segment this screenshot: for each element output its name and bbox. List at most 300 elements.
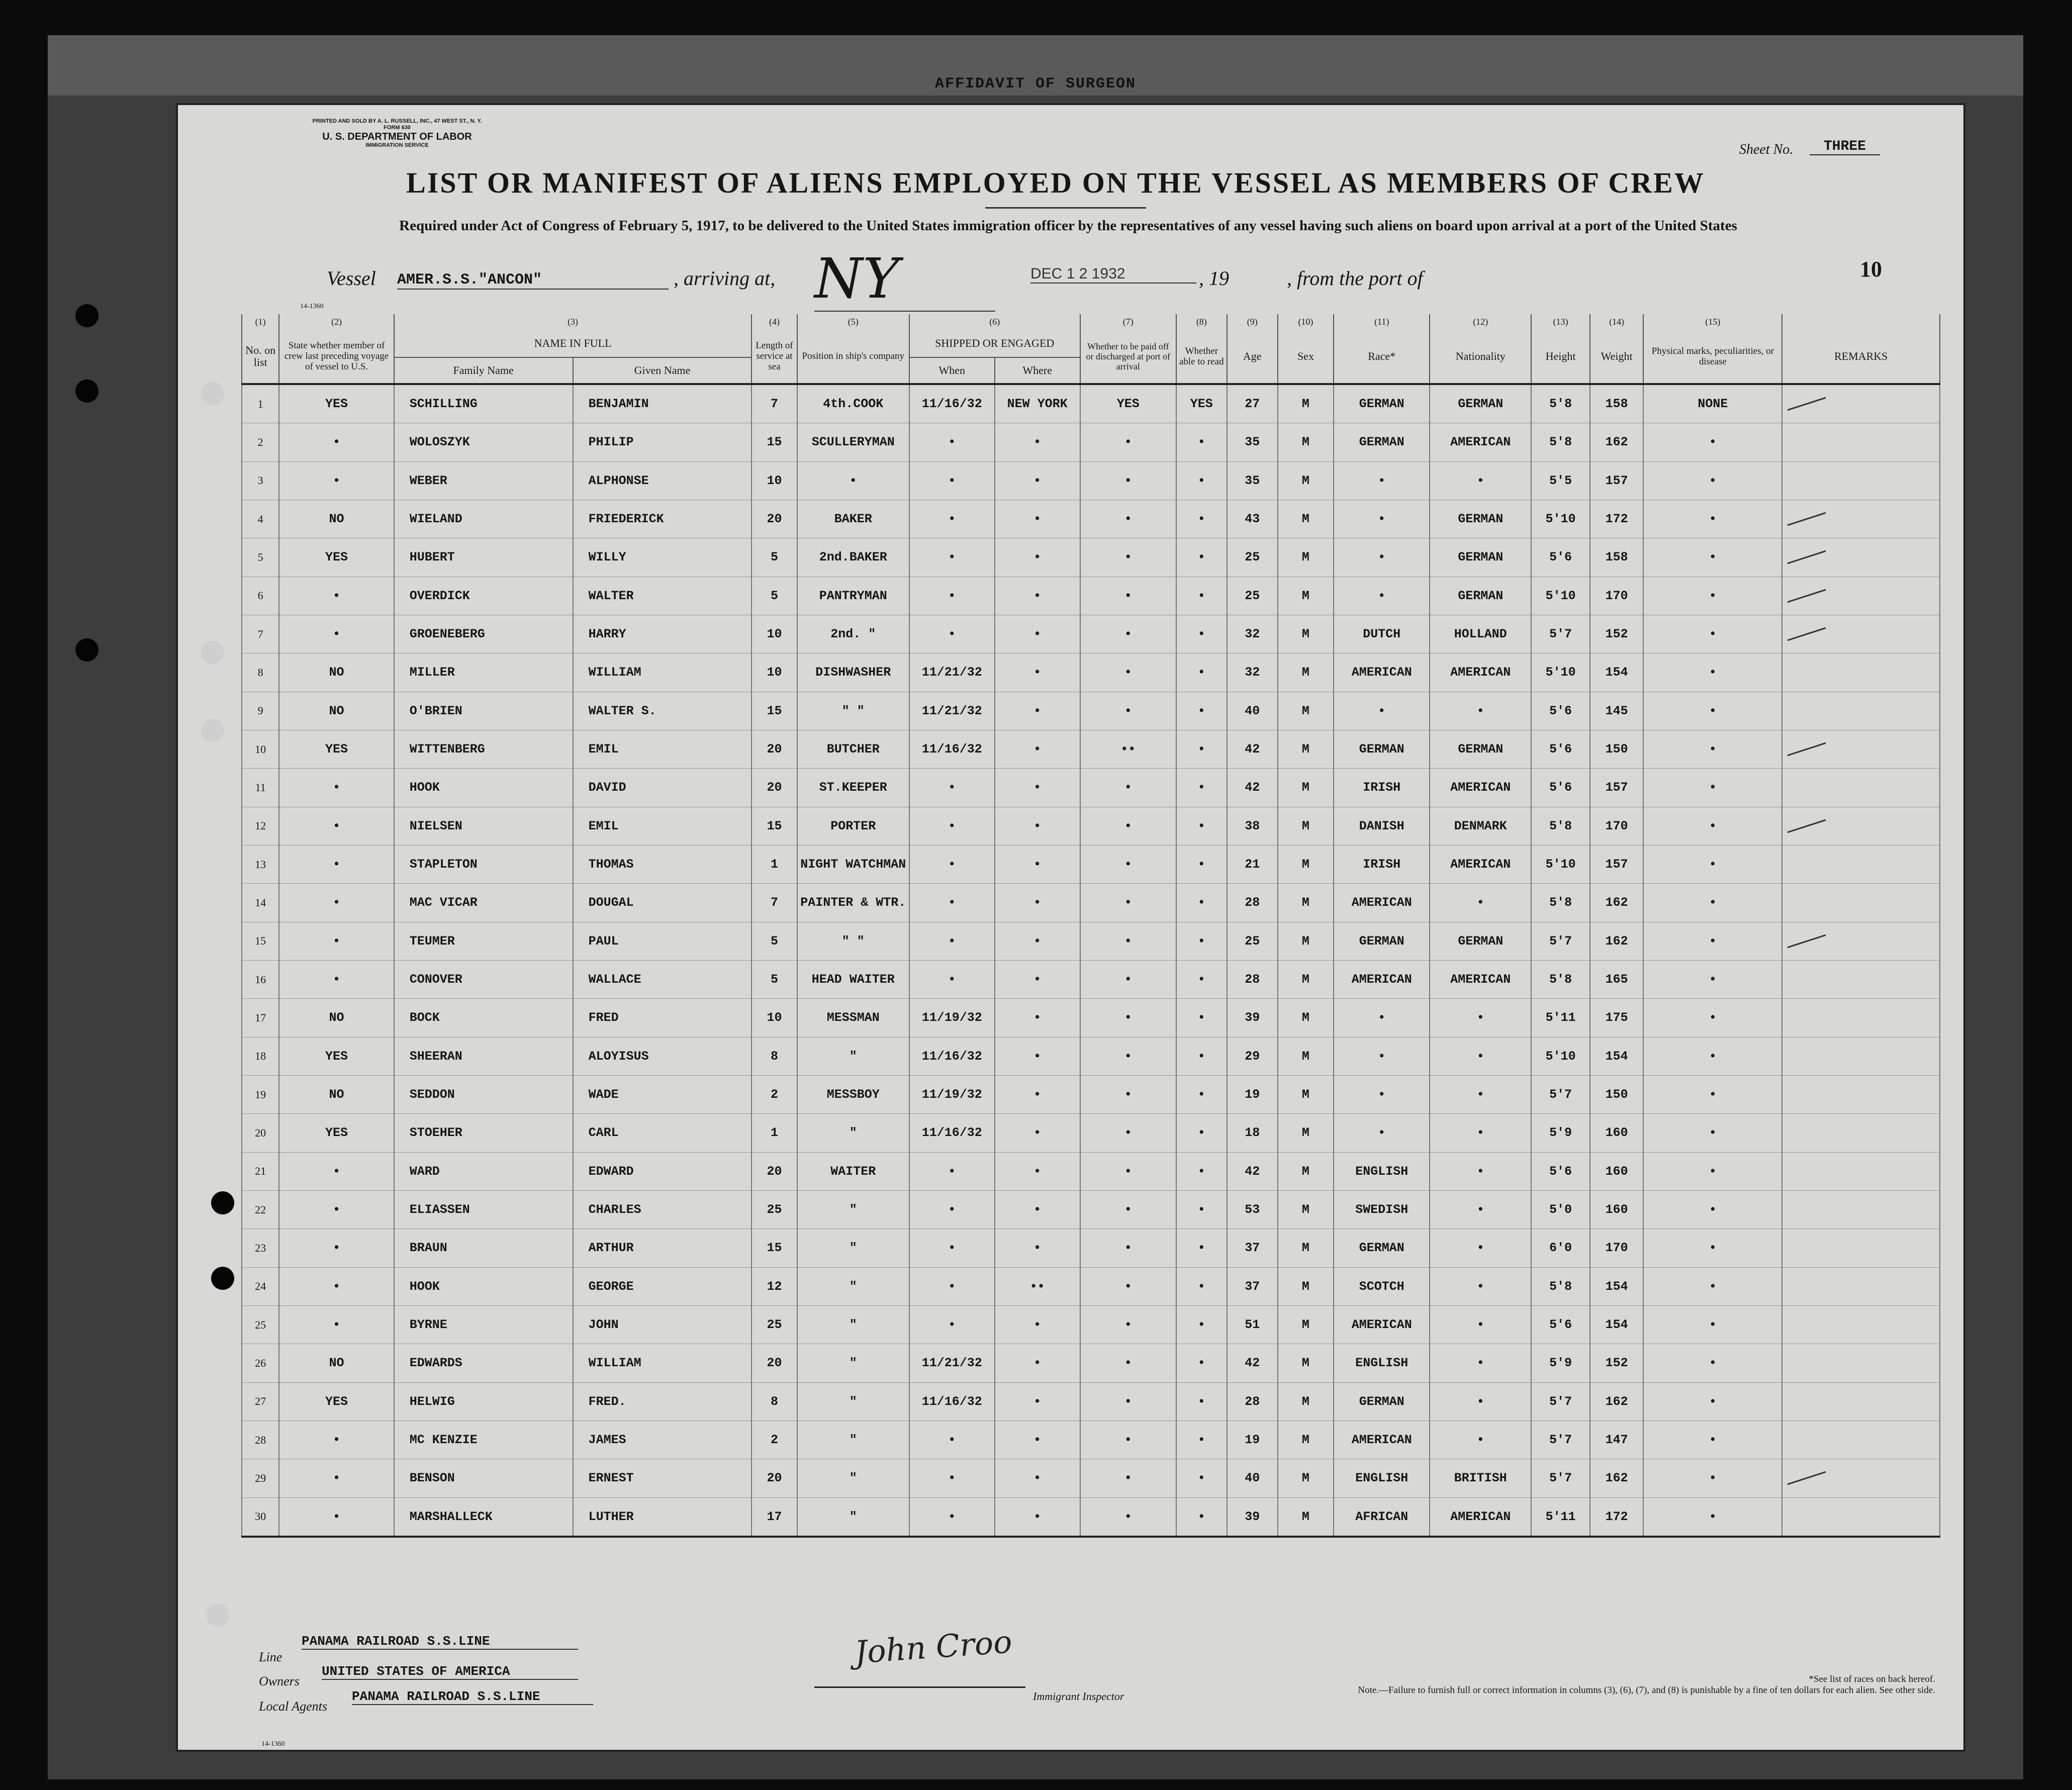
cell-remarks [1782,538,1940,577]
cell-no: 2 [242,423,279,461]
cell-weight: 158 [1590,384,1643,423]
cell-paid-off: •• [1080,730,1176,768]
cell-length-of-service: 15 [751,1229,797,1267]
cell-paid-off: • [1080,1190,1176,1229]
table-row [242,538,1940,577]
cell-remarks [1782,922,1940,960]
cell-physical-marks: • [1643,999,1782,1037]
cell-paid-off: • [1080,423,1176,461]
cell-weight: 157 [1590,845,1643,883]
cell-when: • [909,960,995,998]
cell-race: ENGLISH [1334,1344,1430,1382]
cell-age: 29 [1227,1037,1278,1075]
cell-weight: 160 [1590,1152,1643,1190]
header-paid-off: Whether to be paid off or discharged at port of arrival [1080,329,1176,384]
cell-family-name: BRAUN [394,1229,573,1267]
cell-when: • [909,1459,995,1497]
cell-position: BUTCHER [797,730,909,768]
cell-previous-voyage: • [279,1497,394,1537]
header-height: Height [1531,329,1590,384]
cell-where: • [995,922,1080,960]
cell-family-name: ELIASSEN [394,1190,573,1229]
cell-position: BAKER [797,500,909,538]
cell-physical-marks: • [1643,1114,1782,1152]
cell-age: 28 [1227,1382,1278,1421]
cell-length-of-service: 10 [751,999,797,1037]
vessel-value: AMER.S.S."ANCON" [397,271,669,290]
cell-family-name: HOOK [394,1267,573,1305]
column-number-row [242,314,1940,329]
cell-nationality: GERMAN [1430,538,1531,577]
cell-able-to-read: • [1176,960,1227,998]
cell-sex: M [1278,1075,1334,1113]
col-number: (8) [1176,314,1227,329]
table-row [242,1037,1940,1075]
cell-able-to-read: • [1176,692,1227,730]
cell-paid-off: • [1080,807,1176,845]
cell-paid-off: • [1080,1344,1176,1382]
cell-nationality: GERMAN [1430,730,1531,768]
cell-previous-voyage: • [279,1267,394,1305]
cell-remarks [1782,1190,1940,1229]
cell-paid-off: • [1080,884,1176,922]
cell-length-of-service: 15 [751,692,797,730]
cell-where: • [995,1075,1080,1113]
cell-race: • [1334,999,1430,1037]
cell-family-name: BENSON [394,1459,573,1497]
cell-paid-off: • [1080,845,1176,883]
cell-physical-marks: • [1643,538,1782,577]
cell-sex: M [1278,500,1334,538]
cell-weight: 154 [1590,1305,1643,1344]
cell-physical-marks: • [1643,1497,1782,1537]
cell-given-name: ALOYISUS [573,1037,752,1075]
table-row [242,1305,1940,1344]
cell-nationality: • [1430,1421,1531,1459]
cell-given-name: PAUL [573,922,752,960]
printer-line: PRINTED AND SOLD BY A. L. RUSSELL, INC., 47 WEST ST., N. Y. [312,118,482,124]
cell-paid-off: • [1080,1152,1176,1190]
cell-family-name: NIELSEN [394,807,573,845]
cell-family-name: WARD [394,1152,573,1190]
cell-no: 4 [242,500,279,538]
cell-paid-off: • [1080,615,1176,653]
cell-race: SWEDISH [1334,1190,1430,1229]
cell-no: 14 [242,884,279,922]
cell-remarks [1782,1114,1940,1152]
cell-age: 37 [1227,1267,1278,1305]
cell-race: • [1334,577,1430,615]
cell-previous-voyage: NO [279,653,394,692]
cell-nationality: • [1430,1344,1531,1382]
punch-hole [75,304,99,327]
cell-age: 42 [1227,769,1278,807]
cell-given-name: THOMAS [573,845,752,883]
table-row [242,845,1940,883]
table-row [242,615,1940,653]
cell-sex: M [1278,1114,1334,1152]
cell-age: 25 [1227,922,1278,960]
cell-remarks [1782,1344,1940,1382]
cell-given-name: WILLIAM [573,653,752,692]
cell-weight: 170 [1590,807,1643,845]
cell-sex: M [1278,692,1334,730]
cell-physical-marks: • [1643,423,1782,461]
cell-given-name: WALLACE [573,960,752,998]
cell-physical-marks: • [1643,730,1782,768]
cell-previous-voyage: • [279,577,394,615]
cell-sex: M [1278,960,1334,998]
cell-where: • [995,1382,1080,1421]
cell-length-of-service: 8 [751,1382,797,1421]
cell-remarks [1782,1459,1940,1497]
cell-height: 5'10 [1531,500,1590,538]
table-row [242,384,1940,423]
cell-where: • [995,577,1080,615]
cell-age: 32 [1227,615,1278,653]
cell-race: AMERICAN [1334,960,1430,998]
cell-where: • [995,960,1080,998]
cell-position: " [797,1267,909,1305]
cell-where: • [995,1037,1080,1075]
table-row [242,1267,1940,1305]
cell-sex: M [1278,384,1334,423]
cell-where: • [995,1344,1080,1382]
cell-when: • [909,922,995,960]
cell-no: 13 [242,845,279,883]
table-row [242,999,1940,1037]
cell-where: • [995,1421,1080,1459]
cell-length-of-service: 20 [751,1152,797,1190]
cell-position: PANTRYMAN [797,577,909,615]
cell-given-name: WADE [573,1075,752,1113]
cell-when: 11/21/32 [909,692,995,730]
cell-height: 5'8 [1531,884,1590,922]
cell-previous-voyage: NO [279,1075,394,1113]
cell-able-to-read: • [1176,500,1227,538]
col-number: (14) [1590,314,1643,329]
cell-paid-off: • [1080,1497,1176,1537]
header-weight: Weight [1590,329,1643,384]
cell-where: NEW YORK [995,384,1080,423]
header-position: Position in ship's company [797,329,909,384]
cell-height: 6'0 [1531,1229,1590,1267]
cell-family-name: TEUMER [394,922,573,960]
cell-given-name: EMIL [573,730,752,768]
cell-position: MESSMAN [797,999,909,1037]
cell-paid-off: • [1080,1459,1176,1497]
cell-nationality: • [1430,1229,1531,1267]
cell-given-name: FRED. [573,1382,752,1421]
cell-given-name: PHILIP [573,423,752,461]
sheet-number-value: THREE [1810,139,1880,155]
cell-able-to-read: • [1176,999,1227,1037]
cell-physical-marks: • [1643,577,1782,615]
cell-no: 15 [242,922,279,960]
cell-able-to-read: YES [1176,384,1227,423]
cell-no: 22 [242,1190,279,1229]
cell-where: • [995,999,1080,1037]
cell-age: 28 [1227,884,1278,922]
cell-length-of-service: 15 [751,807,797,845]
cell-race: • [1334,538,1430,577]
cell-race: SCOTCH [1334,1267,1430,1305]
cell-sex: M [1278,1497,1334,1537]
cell-remarks [1782,423,1940,461]
col-number: (6) [909,314,1080,329]
cell-position: PAINTER & WTR. [797,884,909,922]
cell-paid-off: • [1080,1114,1176,1152]
table-row [242,1152,1940,1190]
cell-where: • [995,1305,1080,1344]
cell-family-name: BYRNE [394,1305,573,1344]
cell-when: • [909,807,995,845]
cell-paid-off: • [1080,653,1176,692]
cell-when: 11/16/32 [909,730,995,768]
cell-race: AMERICAN [1334,1305,1430,1344]
cell-previous-voyage: • [279,807,394,845]
cell-age: 21 [1227,845,1278,883]
cell-race: • [1334,500,1430,538]
cell-length-of-service: 17 [751,1497,797,1537]
cell-able-to-read: • [1176,577,1227,615]
cell-age: 37 [1227,1229,1278,1267]
cell-able-to-read: • [1176,1114,1227,1152]
cell-when: 11/21/32 [909,653,995,692]
cell-no: 20 [242,1114,279,1152]
cell-previous-voyage: • [279,1459,394,1497]
cell-where: • [995,461,1080,500]
cell-family-name: STOEHER [394,1114,573,1152]
cell-physical-marks: • [1643,1382,1782,1421]
cell-when: • [909,461,995,500]
cell-no: 12 [242,807,279,845]
line-label: Line [259,1650,282,1664]
cell-length-of-service: 1 [751,1114,797,1152]
cell-height: 5'7 [1531,615,1590,653]
cell-race: GERMAN [1334,730,1430,768]
cell-previous-voyage: NO [279,500,394,538]
cell-nationality: • [1430,1190,1531,1229]
cell-previous-voyage: • [279,922,394,960]
cell-physical-marks: • [1643,1229,1782,1267]
cell-weight: 162 [1590,922,1643,960]
cell-when: • [909,1421,995,1459]
cell-race: GERMAN [1334,1229,1430,1267]
cell-paid-off: • [1080,922,1176,960]
table-row [242,1229,1940,1267]
cell-race: • [1334,1114,1430,1152]
cell-given-name: JAMES [573,1421,752,1459]
cell-nationality: GERMAN [1430,577,1531,615]
cell-nationality: GERMAN [1430,384,1531,423]
cell-family-name: WOLOSZYK [394,423,573,461]
cell-previous-voyage: YES [279,384,394,423]
cell-physical-marks: • [1643,1152,1782,1190]
cell-nationality: GERMAN [1430,500,1531,538]
cell-length-of-service: 2 [751,1075,797,1113]
cell-given-name: WILLY [573,538,752,577]
cell-remarks [1782,845,1940,883]
cell-no: 5 [242,538,279,577]
cell-sex: M [1278,769,1334,807]
cell-no: 3 [242,461,279,500]
cell-age: 18 [1227,1114,1278,1152]
cell-previous-voyage: • [279,1229,394,1267]
cell-height: 5'7 [1531,1421,1590,1459]
cell-race: • [1334,1075,1430,1113]
cell-nationality: • [1430,1075,1531,1113]
cell-height: 5'6 [1531,538,1590,577]
cell-physical-marks: • [1643,922,1782,960]
cell-no: 19 [242,1075,279,1113]
cell-height: 5'9 [1531,1344,1590,1382]
inspector-signature: John Croo [853,1623,1013,1671]
cell-age: 51 [1227,1305,1278,1344]
cell-position: WAITER [797,1152,909,1190]
cell-age: 40 [1227,1459,1278,1497]
cell-previous-voyage: • [279,1152,394,1190]
cell-when: 11/16/32 [909,1382,995,1421]
cell-nationality: AMERICAN [1430,769,1531,807]
cell-when: • [909,845,995,883]
cell-sex: M [1278,1190,1334,1229]
cell-when: • [909,1229,995,1267]
cell-race: ENGLISH [1334,1152,1430,1190]
cell-when: • [909,884,995,922]
cell-weight: 170 [1590,577,1643,615]
cell-height: 5'0 [1531,1190,1590,1229]
cell-given-name: EMIL [573,807,752,845]
cell-age: 27 [1227,384,1278,423]
cell-no: 17 [242,999,279,1037]
cell-when: • [909,1152,995,1190]
table-row [242,807,1940,845]
table-row [242,1421,1940,1459]
cell-given-name: DOUGAL [573,884,752,922]
printer-block [246,118,548,149]
cell-remarks [1782,384,1940,423]
cell-given-name: WALTER [573,577,752,615]
cell-sex: M [1278,538,1334,577]
cell-where: • [995,1152,1080,1190]
cell-given-name: ERNEST [573,1459,752,1497]
cell-sex: M [1278,845,1334,883]
cell-given-name: HARRY [573,615,752,653]
cell-age: 43 [1227,500,1278,538]
table-row [242,577,1940,615]
cell-physical-marks: • [1643,615,1782,653]
cell-weight: 157 [1590,461,1643,500]
cell-age: 39 [1227,999,1278,1037]
cell-where: • [995,1190,1080,1229]
cell-when: 11/16/32 [909,384,995,423]
cell-physical-marks: • [1643,1267,1782,1305]
cell-family-name: MAC VICAR [394,884,573,922]
cell-when: • [909,1190,995,1229]
cell-race: GERMAN [1334,1382,1430,1421]
cell-where: • [995,423,1080,461]
cell-no: 18 [242,1037,279,1075]
header-previous-voyage: State whether member of crew last preceding voyage of vessel to U.S. [279,329,394,384]
cell-remarks [1782,730,1940,768]
cell-position: • [797,461,909,500]
cell-where: • [995,615,1080,653]
punch-hole [211,1191,234,1214]
cell-length-of-service: 12 [751,1267,797,1305]
title-rule [985,207,1146,209]
cell-previous-voyage: • [279,769,394,807]
cell-race: DANISH [1334,807,1430,845]
cell-when: 11/19/32 [909,1075,995,1113]
cell-remarks [1782,1382,1940,1421]
cell-given-name: CARL [573,1114,752,1152]
cell-family-name: MILLER [394,653,573,692]
col-number: (2) [279,314,394,329]
cell-sex: M [1278,577,1334,615]
cell-physical-marks: • [1643,1190,1782,1229]
cell-paid-off: • [1080,461,1176,500]
date-stamp: DEC 1 2 1932 [1030,265,1196,284]
cell-weight: 154 [1590,1037,1643,1075]
cell-sex: M [1278,1344,1334,1382]
cell-physical-marks: • [1643,692,1782,730]
cell-no: 23 [242,1229,279,1267]
cell-height: 5'7 [1531,1459,1590,1497]
punch-hole [201,719,224,742]
cell-physical-marks: • [1643,884,1782,922]
cell-sex: M [1278,1037,1334,1075]
cell-when: • [909,769,995,807]
cell-family-name: SHEERAN [394,1037,573,1075]
cell-height: 5'8 [1531,807,1590,845]
cell-given-name: WILLIAM [573,1344,752,1382]
cell-when: • [909,615,995,653]
cell-family-name: WEBER [394,461,573,500]
cell-previous-voyage: • [279,1305,394,1344]
cell-given-name: JOHN [573,1305,752,1344]
cell-paid-off: • [1080,1075,1176,1113]
cell-previous-voyage: NO [279,1344,394,1382]
table-row [242,769,1940,807]
cell-previous-voyage: • [279,423,394,461]
col-number: (12) [1430,314,1531,329]
header-name-in-full: NAME IN FULL [394,329,752,357]
cell-where: • [995,1229,1080,1267]
cell-remarks [1782,615,1940,653]
cell-no: 16 [242,960,279,998]
cell-age: 42 [1227,1152,1278,1190]
cell-physical-marks: • [1643,1459,1782,1497]
cell-family-name: OVERDICK [394,577,573,615]
arriving-value: NY [814,246,995,312]
cell-sex: M [1278,922,1334,960]
cell-weight: 172 [1590,500,1643,538]
cell-previous-voyage: NO [279,999,394,1037]
cell-age: 39 [1227,1497,1278,1537]
cell-able-to-read: • [1176,845,1227,883]
cell-previous-voyage: YES [279,730,394,768]
cell-length-of-service: 25 [751,1190,797,1229]
col-number: (15) [1643,314,1782,329]
owners-value: UNITED STATES OF AMERICA [322,1664,578,1680]
cell-able-to-read: • [1176,1037,1227,1075]
header-able-to-read: Whether able to read [1176,329,1227,384]
cell-paid-off: • [1080,1305,1176,1344]
cell-no: 30 [242,1497,279,1537]
cell-no: 24 [242,1267,279,1305]
back-sheet-title: AFFIDAVIT OF SURGEON [934,75,1137,92]
